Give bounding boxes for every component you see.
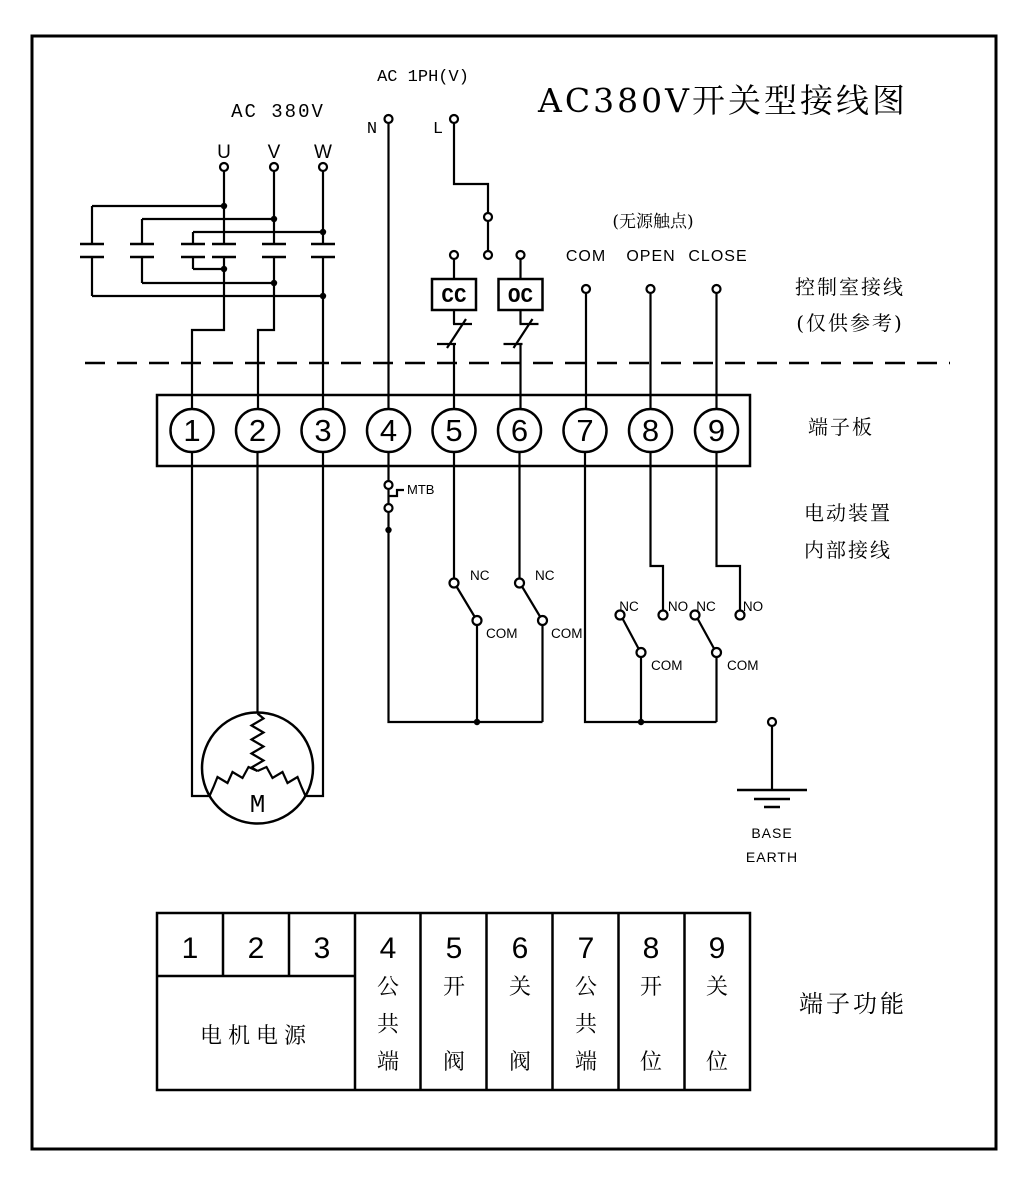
phase-v-wire — [258, 171, 274, 409]
table-func-char: 共 — [376, 1012, 400, 1038]
junction-dot — [474, 719, 480, 725]
base-label: BASE — [751, 825, 793, 841]
open-valve-nc-node — [450, 579, 459, 588]
mtb-node-upper — [385, 481, 393, 489]
oc-branch-node — [517, 251, 525, 259]
open-label: OPEN — [626, 248, 676, 265]
junction-dot — [385, 527, 391, 533]
device-internal-caption-2: 内部接线 — [804, 538, 892, 562]
nc-label: NC — [696, 599, 716, 614]
single-phase-control-section — [367, 68, 543, 409]
junction-dot — [320, 229, 326, 235]
table-number-2: 2 — [247, 932, 265, 965]
table-func-char: 开 — [442, 975, 466, 1000]
com-label: COM — [651, 658, 683, 673]
table-number-5: 5 — [445, 932, 463, 965]
table-func-char: 关 — [508, 975, 532, 1000]
junction-dot — [271, 280, 277, 286]
terminal-number-9: 9 — [707, 413, 726, 448]
motor-winding-top — [252, 714, 264, 772]
close-label: CLOSE — [688, 248, 748, 265]
passive-contact-section — [566, 212, 748, 409]
terminal-number-8: 8 — [641, 413, 660, 448]
table-number-3: 3 — [313, 932, 331, 965]
function-table-gridlines — [157, 913, 685, 1090]
table-func-char: 开 — [639, 975, 663, 1000]
ac380v-label: AC 380V — [231, 101, 325, 123]
phase-w-label: W — [314, 142, 332, 163]
junction-dot — [221, 266, 227, 272]
phase-w-terminal-node — [319, 163, 327, 171]
motor-power-cell: 电机电源 — [199, 1024, 313, 1049]
terminal-number-7: 7 — [576, 413, 594, 448]
close-terminal-node — [713, 285, 721, 293]
terminal-number-5: 5 — [445, 413, 463, 448]
device-internal-caption-1: 电动装置 — [804, 501, 892, 525]
no-label: NO — [667, 599, 689, 614]
phase-v-terminal-node — [270, 163, 278, 171]
table-func-char: 公 — [376, 975, 400, 1000]
terminal-board-caption: 端子板 — [808, 415, 874, 439]
com-label: COM — [486, 626, 518, 641]
table-func-char: 共 — [574, 1012, 598, 1038]
internal-wiring-section — [192, 452, 807, 865]
table-number-1: 1 — [181, 932, 199, 965]
terminal-function-caption: 端子功能 — [799, 990, 907, 1018]
table-func-char: 端 — [574, 1050, 598, 1075]
contact-matrix-top-links — [92, 206, 323, 232]
junction-dot — [638, 719, 644, 725]
close-valve-nc-node — [515, 579, 524, 588]
diagram-title: AC380V开关型接线图 — [538, 81, 908, 120]
oc-coil-label: OC — [507, 286, 534, 309]
mtb-label: MTB — [407, 482, 435, 497]
cc-thermal-contact-symbol — [437, 319, 472, 348]
close-position-switch-wire — [698, 452, 741, 722]
passive-contact-wires — [586, 293, 717, 409]
table-func-char: 阀 — [508, 1050, 532, 1075]
reference-only-caption: (仅供参考) — [796, 311, 904, 335]
contactor-contact-plates — [80, 244, 335, 257]
table-number-6: 6 — [511, 932, 529, 965]
table-func-char: 位 — [639, 1050, 663, 1075]
table-func-char: 阀 — [442, 1050, 466, 1075]
terminal-function-table — [157, 913, 750, 1090]
neutral-label: N — [366, 120, 378, 139]
nc-label: NC — [619, 599, 639, 614]
open-position-com-node — [637, 648, 646, 657]
table-number-7: 7 — [577, 932, 595, 965]
motor-label: M — [249, 790, 266, 820]
earth-ground-symbol — [737, 790, 807, 807]
cc-coil-label: CC — [441, 286, 467, 309]
nc-label: NC — [535, 568, 555, 583]
cc-branch-node — [450, 251, 458, 259]
terminal-number-2: 2 — [248, 413, 267, 448]
com-terminal-node — [582, 285, 590, 293]
oc-thermal-contact-symbol — [504, 319, 539, 348]
phase-v-label: V — [267, 142, 281, 163]
line-label: L — [432, 120, 444, 139]
contact-matrix-bottom-links — [92, 269, 323, 296]
table-number-9: 9 — [708, 932, 726, 965]
junction-dot — [320, 293, 326, 299]
com-label: COM — [565, 248, 607, 265]
phase-u-terminal-node — [220, 163, 228, 171]
table-func-char: 公 — [574, 975, 598, 1000]
table-number-4: 4 — [379, 932, 397, 965]
terminal-number-1: 1 — [183, 413, 201, 448]
close-valve-com-node — [538, 616, 547, 625]
earth-label: EARTH — [745, 849, 799, 865]
line-terminal-node — [450, 115, 458, 123]
earth-terminal-node — [768, 718, 776, 726]
open-terminal-node — [647, 285, 655, 293]
neutral-terminal-node — [385, 115, 393, 123]
table-func-char: 关 — [705, 975, 729, 1000]
junction-dot — [221, 203, 227, 209]
com-label: COM — [551, 626, 583, 641]
terminal-number-4: 4 — [379, 413, 398, 448]
junction-dot — [271, 216, 277, 222]
close-position-com-node — [712, 648, 721, 657]
line-switch-node-upper — [484, 213, 492, 221]
open-position-no-node — [659, 611, 668, 620]
table-number-8: 8 — [642, 932, 660, 965]
phase-u-label: U — [217, 142, 231, 163]
line-wire — [454, 123, 488, 251]
control-room-caption: 控制室接线 — [795, 275, 905, 299]
open-position-switch-wire — [623, 452, 664, 722]
terminal-number-6: 6 — [510, 413, 529, 448]
ac1ph-label: AC 1PH(V) — [377, 68, 469, 87]
passive-contact-label: (无源触点) — [612, 212, 694, 232]
line-switch-node-lower — [484, 251, 492, 259]
no-label: NO — [742, 599, 764, 614]
open-valve-com-node — [473, 616, 482, 625]
table-func-char: 端 — [376, 1050, 400, 1075]
terminal-number-3: 3 — [314, 413, 332, 448]
table-func-char: 位 — [705, 1050, 729, 1075]
com-label: COM — [727, 658, 759, 673]
nc-label: NC — [470, 568, 490, 583]
mtb-node-lower — [385, 504, 393, 512]
